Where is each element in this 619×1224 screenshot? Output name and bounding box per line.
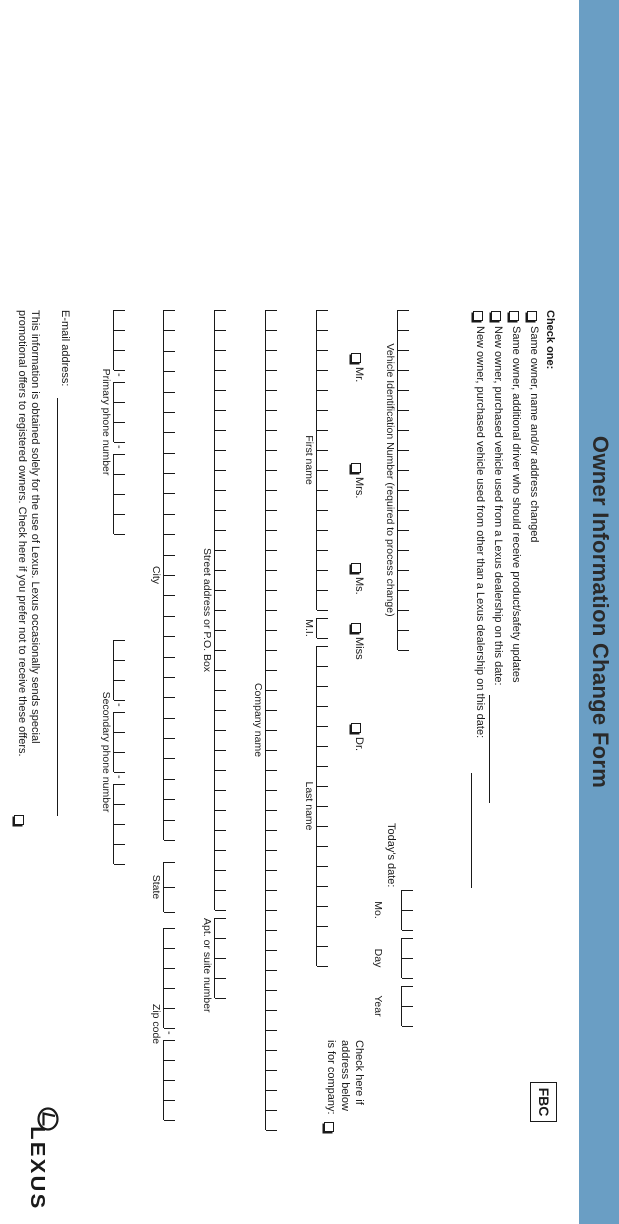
box-divider [114,752,125,753]
box-divider [398,490,409,491]
box-divider [317,726,328,727]
email-label: E-mail address: [59,310,71,387]
box-divider [114,700,125,701]
box-divider [317,618,328,619]
box-divider [317,826,328,827]
box-divider [266,490,277,491]
box-divider [164,968,175,969]
box-divider [317,350,328,351]
box-divider [266,610,277,611]
box-divider [114,772,125,773]
box-divider [317,390,328,391]
box-divider [215,850,226,851]
box-divider [164,840,175,841]
mi-box[interactable] [316,618,328,638]
box-divider [266,770,277,771]
box-divider [398,350,409,351]
box-divider [215,470,226,471]
title-mr-checkbox[interactable] [351,353,361,363]
box-divider [114,474,125,475]
state-boxes[interactable] [163,862,175,912]
box-divider [398,510,409,511]
privacy-note [15,310,41,757]
box-divider [114,660,125,661]
title-miss-checkbox[interactable] [351,623,361,633]
box-divider [114,350,125,351]
box-divider [266,690,277,691]
option-1-checkbox[interactable] [527,311,537,321]
box-divider [164,616,175,617]
box-divider [317,310,328,311]
email-line[interactable] [57,398,58,816]
date-day-boxes[interactable] [401,938,413,978]
zip-boxes[interactable] [163,928,175,1028]
box-divider [215,830,226,831]
box-divider [317,610,328,611]
first-name-boxes[interactable] [316,310,328,610]
box-divider [215,330,226,331]
box-divider [402,1006,413,1007]
box-divider [266,450,277,451]
brand-wordmark: LEXUS [26,1126,48,1211]
box-divider [164,738,175,739]
box-divider [215,310,226,311]
box-divider [164,453,175,454]
box-divider [266,650,277,651]
date-year-boxes[interactable] [401,986,413,1026]
box-divider [317,330,328,331]
title-miss-label: Miss [353,637,365,660]
box-divider [215,710,226,711]
option-4-label: New owner, purchased vehicle used from other than a Lexus dealership on this date: [474,326,486,739]
box-divider [164,1028,175,1029]
secondary-phone-area-boxes[interactable] [113,640,125,700]
box-divider [114,382,125,383]
secondary-phone-caption: Secondary phone number [100,691,112,813]
box-divider [398,570,409,571]
box-divider [215,958,226,959]
box-divider [164,1080,175,1081]
box-divider [266,870,277,871]
box-divider [164,432,175,433]
primary-phone-area-boxes[interactable] [113,310,125,370]
box-divider [266,410,277,411]
box-divider [215,998,226,999]
zip-plus4-boxes[interactable] [163,1040,175,1120]
box-divider [164,912,175,913]
box-divider [266,1010,277,1011]
box-divider [317,510,328,511]
box-divider [317,370,328,371]
option-3-label: New owner, purchased vehicle used from a Lexus dealership on this date: [492,326,504,686]
zip-dash: - [163,1031,175,1035]
box-divider [398,310,409,311]
month-caption: Mo. [372,901,384,919]
box-divider [215,870,226,871]
option-3-checkbox[interactable] [491,311,501,321]
privacy-note-line-1: This information is obtained solely for the use of Lexus. Lexus occasionally sends special [29,310,41,744]
todays-date-label: Today's date: [385,823,397,888]
box-divider [266,990,277,991]
box-divider [215,510,226,511]
box-divider [215,430,226,431]
check-one-label: Check one: [544,310,556,370]
box-divider [317,570,328,571]
box-divider [266,430,277,431]
box-divider [266,670,277,671]
box-divider [114,864,125,865]
box-divider [266,1110,277,1111]
box-divider [215,390,226,391]
year-caption: Year [372,995,384,1017]
box-divider [215,610,226,611]
box-divider [317,430,328,431]
box-divider [266,1070,277,1071]
box-divider [164,575,175,576]
box-divider [398,470,409,471]
box-divider [114,804,125,805]
last-name-boxes[interactable] [316,646,328,966]
box-divider [164,820,175,821]
box-divider [317,450,328,451]
box-divider [317,490,328,491]
secondary-phone-line-boxes[interactable] [113,784,125,864]
box-divider [215,490,226,491]
box-divider [266,510,277,511]
box-divider [164,371,175,372]
apt-suite-boxes[interactable] [214,918,226,998]
box-divider [164,310,175,311]
box-divider [266,470,277,471]
box-divider [114,712,125,713]
box-divider [164,412,175,413]
day-caption: Day [372,948,384,968]
box-divider [215,730,226,731]
box-divider [215,350,226,351]
box-divider [164,636,175,637]
box-divider [398,450,409,451]
box-divider [114,844,125,845]
box-divider [266,370,277,371]
primary-phone-dash-1: - [113,373,125,377]
box-divider [266,930,277,931]
box-divider [317,706,328,707]
vin-boxes[interactable] [397,310,409,650]
box-divider [402,958,413,959]
primary-phone-line-boxes[interactable] [113,454,125,534]
opt-out-checkbox[interactable] [14,815,24,825]
box-divider [317,886,328,887]
box-divider [215,590,226,591]
box-divider [215,910,226,911]
secondary-phone-dash-1: - [113,703,125,707]
box-divider [266,850,277,851]
box-divider [114,534,125,535]
secondary-phone-dash-2: - [113,775,125,779]
box-divider [215,978,226,979]
box-divider [398,650,409,651]
box-divider [317,966,328,967]
box-divider [164,948,175,949]
mi-caption: M.I. [303,619,315,637]
box-divider [317,946,328,947]
box-divider [114,640,125,641]
box-divider [215,670,226,671]
box-divider [266,1130,277,1131]
box-divider [317,766,328,767]
box-divider [317,638,328,639]
box-divider [164,534,175,535]
option-2-checkbox[interactable] [509,311,519,321]
box-divider [215,410,226,411]
title-mr-label: Mr. [353,367,365,383]
box-divider [215,530,226,531]
box-divider [266,310,277,311]
box-divider [164,473,175,474]
company-check-line-2: address below [339,1040,351,1111]
box-divider [266,710,277,711]
box-divider [317,530,328,531]
box-divider [266,1090,277,1091]
privacy-note-line-2: promotional offers to registered owners. Check here if you prefer not to receive these offers. [16,310,28,757]
company-checkbox[interactable] [324,1122,334,1132]
box-divider [266,890,277,891]
box-divider [402,910,413,911]
box-divider [164,988,175,989]
box-divider [317,550,328,551]
primary-phone-dash-2: - [113,445,125,449]
box-divider [266,830,277,831]
box-divider [266,810,277,811]
box-divider [398,330,409,331]
box-divider [164,493,175,494]
box-divider [398,430,409,431]
box-divider [266,1050,277,1051]
box-divider [215,370,226,371]
last-name-caption: Last name [303,781,315,831]
box-divider [215,570,226,571]
box-divider [266,950,277,951]
box-divider [215,918,226,919]
box-divider [317,646,328,647]
box-divider [317,686,328,687]
box-divider [164,595,175,596]
box-divider [215,750,226,751]
box-divider [114,680,125,681]
box-divider [114,442,125,443]
box-divider [402,938,413,939]
box-divider [164,1008,175,1009]
box-divider [398,550,409,551]
title-mrs-checkbox[interactable] [351,463,361,473]
box-divider [164,330,175,331]
box-divider [398,630,409,631]
box-divider [317,786,328,787]
first-name-caption: First name [303,435,315,485]
box-divider [402,890,413,891]
box-divider [215,550,226,551]
box-divider [215,938,226,939]
title-dr-label: Dr. [353,737,365,752]
box-divider [215,690,226,691]
option-2-label: Same owner, additional driver who should receive product/safety updates [510,326,522,683]
box-divider [215,890,226,891]
box-divider [164,779,175,780]
title-dr-checkbox[interactable] [351,723,361,733]
box-divider [317,470,328,471]
box-divider [164,677,175,678]
apt-suite-caption: Apt. or suite number [201,918,213,1013]
option-1-label: Same owner, name and/or address changed [528,326,540,543]
form-code-badge: FBC [530,1082,557,1122]
box-divider [164,928,175,929]
box-divider [164,1120,175,1121]
box-divider [398,530,409,531]
secondary-phone-prefix-boxes[interactable] [113,712,125,772]
box-divider [215,450,226,451]
city-caption: City [150,565,162,585]
box-divider [164,514,175,515]
box-divider [164,351,175,352]
box-divider [317,926,328,927]
box-divider [266,630,277,631]
box-divider [164,718,175,719]
box-divider [114,454,125,455]
title-ms-checkbox[interactable] [351,563,361,573]
box-divider [317,906,328,907]
box-divider [114,422,125,423]
box-divider [402,986,413,987]
box-divider [164,799,175,800]
box-divider [266,550,277,551]
state-caption: State [150,874,162,900]
box-divider [317,866,328,867]
option-4-checkbox[interactable] [473,311,483,321]
box-divider [164,1100,175,1101]
box-divider [164,758,175,759]
company-check-line-1: Check here if [353,1040,365,1105]
box-divider [164,392,175,393]
box-divider [317,666,328,667]
option-3-date-line[interactable] [489,695,490,803]
box-divider [317,806,328,807]
box-divider [266,570,277,571]
zip-caption: Zip code [150,1003,162,1045]
company-name-boxes[interactable] [265,310,277,1130]
city-boxes[interactable] [163,310,175,840]
box-divider [317,746,328,747]
box-divider [402,930,413,931]
box-divider [266,330,277,331]
box-divider [317,410,328,411]
box-divider [114,330,125,331]
box-divider [266,730,277,731]
box-divider [114,824,125,825]
box-divider [164,1040,175,1041]
box-divider [114,370,125,371]
box-divider [114,732,125,733]
title-ms-label: Ms. [353,577,365,595]
title-mrs-label: Mrs. [353,477,365,499]
company-check-line-3: is for company: [325,1040,337,1115]
box-divider [164,555,175,556]
box-divider [114,784,125,785]
box-divider [215,790,226,791]
box-divider [317,846,328,847]
box-divider [215,810,226,811]
box-divider [215,770,226,771]
box-divider [114,494,125,495]
box-divider [266,590,277,591]
box-divider [266,390,277,391]
box-divider [266,970,277,971]
box-divider [164,697,175,698]
option-4-date-line[interactable] [471,773,472,888]
box-divider [266,530,277,531]
box-divider [215,650,226,651]
box-divider [266,1030,277,1031]
street-address-boxes[interactable] [214,310,226,910]
box-divider [398,610,409,611]
box-divider [164,862,175,863]
box-divider [164,1060,175,1061]
vin-caption: Vehicle Identification Number (required to process change) [384,343,396,617]
box-divider [164,887,175,888]
company-name-caption: Company name [252,682,264,758]
box-divider [398,390,409,391]
box-divider [402,1026,413,1027]
street-address-caption: Street address or P.O. Box [201,547,213,673]
box-divider [398,590,409,591]
date-month-boxes[interactable] [401,890,413,930]
box-divider [114,310,125,311]
box-divider [402,978,413,979]
box-divider [398,410,409,411]
box-divider [398,370,409,371]
primary-phone-prefix-boxes[interactable] [113,382,125,442]
primary-phone-caption: Primary phone number [100,368,112,476]
box-divider [114,514,125,515]
box-divider [114,402,125,403]
box-divider [164,657,175,658]
box-divider [266,790,277,791]
form-title: Owner Information Change Form [588,435,613,789]
box-divider [266,750,277,751]
box-divider [317,590,328,591]
box-divider [215,630,226,631]
box-divider [266,350,277,351]
box-divider [266,910,277,911]
